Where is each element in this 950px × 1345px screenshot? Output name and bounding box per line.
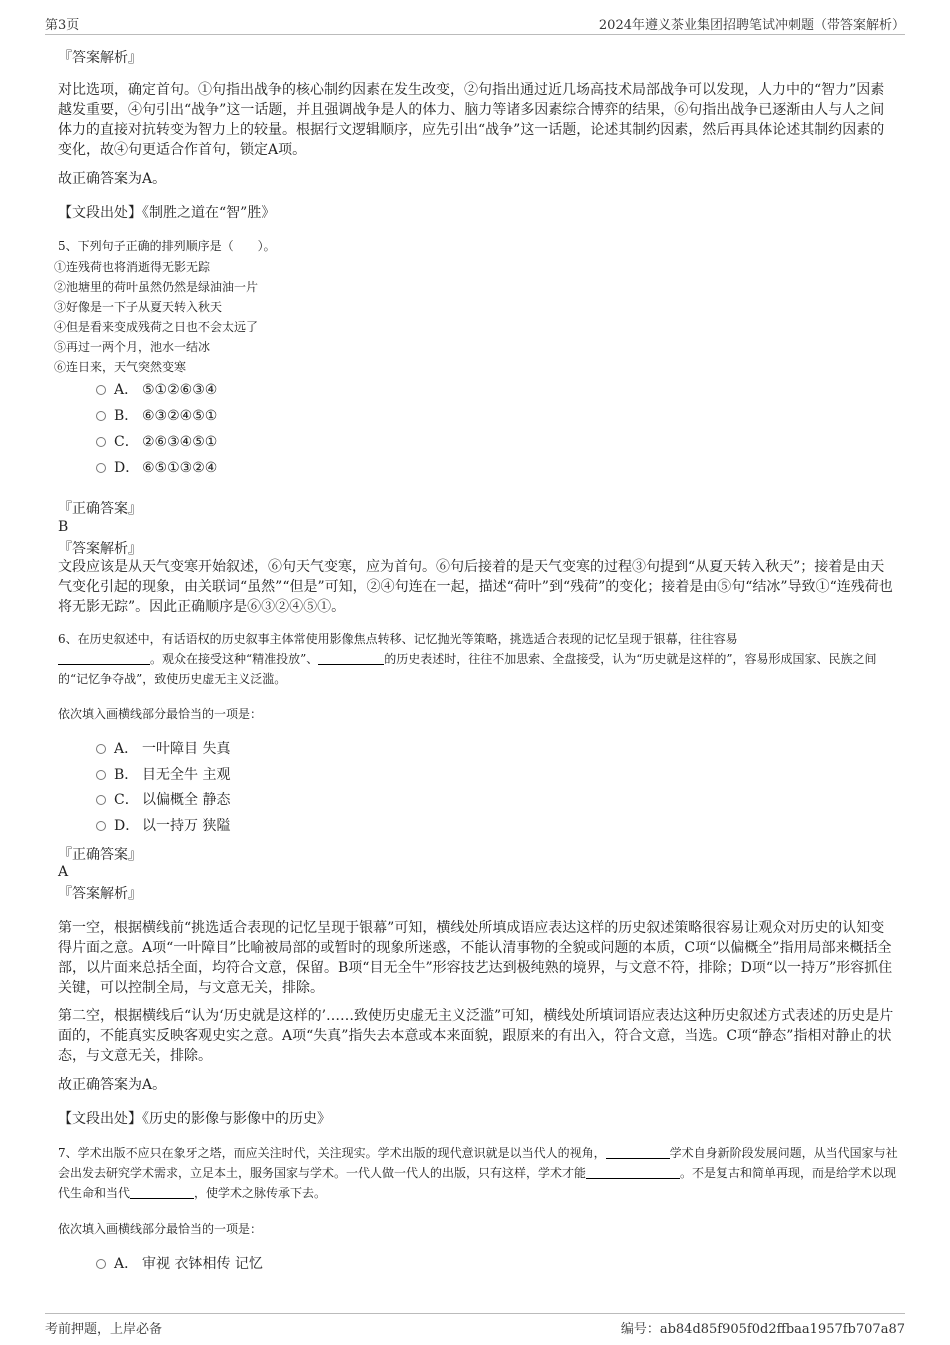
q6-analysis-para-1: 第一空，根据横线前“挑选适合表现的记忆呈现于银幕”可知，横线处所填成语应表达这样的历史叙述策略很容易让观众对历史的认知变得片面之意。A项“一叶障目”比喻被局部的或暂时的现象所迷惑，不能认清事物的全貌或问题的本质，C项“以偏概全”指用局部来概括全部，以片面来总括全面，均符合文意，保留。B项“目无全牛”形容技艺达到极纯熟的境界，与文意不符，排除；D项“以一持万”形容抓住关键，可以控制全局，与文意无关，排除。: [58, 920, 893, 996]
page-number: 第3页: [45, 18, 80, 33]
q5-option-c[interactable]: C． ②⑥③④⑤①: [96, 432, 217, 452]
radio-icon[interactable]: [96, 770, 106, 780]
q5-sentence: ③好像是一下子从夏天转入秋天: [54, 300, 223, 314]
q5-sentence: ⑤再过一两个月，池水一结冰: [54, 340, 211, 354]
page-footer: [45, 1313, 905, 1338]
q6-source: 【文段出处】《历史的影像与影像中的历史》: [58, 1111, 331, 1127]
radio-icon[interactable]: [96, 463, 106, 473]
q6-conclusion: 故正确答案为A。: [58, 1077, 167, 1093]
q6-option-a[interactable]: A． 一叶障目 失真: [96, 739, 230, 759]
q5-sentence: ④但是看来变成残荷之日也不会太远了: [54, 320, 259, 334]
fill-blank-line: [58, 650, 150, 665]
q6-answer: A: [58, 864, 69, 880]
q5-analysis-text: 文段应该是从天气变寒开始叙述，⑥句天气变寒，应为首句。⑥句后接着的是天气变寒的过程③句提到“从夏天转入秋天”；接着是由天气变化引起的现象，由关联词“虽然”“但是”可知，②④句连在一起，描述“荷叶”到“残荷”的变化；接着是由⑤句“结冰”导致①“连残荷也将无影无踪”。因此正确顺序是⑥③②④⑤①。: [58, 559, 893, 615]
fill-blank-line: [586, 1164, 680, 1179]
radio-icon[interactable]: [96, 411, 106, 421]
radio-icon[interactable]: [96, 437, 106, 447]
q4-analysis-text: 对比选项，确定首句。①句指出战争的核心制约因素在发生改变，②句指出通过近几场高技术局部战争可以发现，人力中的“智力”因素越发重要，④句引出“战争”这一话题，并且强调战争是人的体力、脑力等诸多因素综合博弈的结果，⑥句指出战争已逐渐由人与人之间体力的直接对抗转变为智力上的较量。根据行文逻辑顺序，应先引出“战争”这一话题，论述其制约因素，然后再具体论述其制约因素的变化，故④句更适合作首句，锁定A项。: [58, 82, 885, 158]
q7-stem: 7、学术出版不应只在象牙之塔，而应关注时代，关注现实。学术出版的现代意识就是以当代人的视角， 学术自身新阶段发展问题，从当代国家与社会出发去研究学术需求，立足本土，服务国家与学术。一代人做一代人的出版，只有这样，学术才能 。不是复古和简单再现，而是给学术以现代生命和当代 ，使学术之脉传承下去。: [58, 1146, 898, 1200]
page-header: [45, 12, 905, 35]
q5-sentence: ②池塘里的荷叶虽然仍然是绿油油一片: [54, 280, 259, 294]
q5-answer-label: 『正确答案』: [58, 501, 142, 517]
q7-prompt: 依次填入画横线部分最恰当的一项是：: [58, 1222, 263, 1236]
q6-option-b[interactable]: B． 目无全牛 主观: [96, 765, 230, 785]
q6-option-c[interactable]: C． 以偏概全 静态: [96, 790, 230, 810]
radio-icon[interactable]: [96, 385, 106, 395]
footer-slogan: 考前押题，上岸必备: [45, 1322, 163, 1337]
radio-icon[interactable]: [96, 795, 106, 805]
radio-icon[interactable]: [96, 821, 106, 831]
q5-sentence: ①连残荷也将消逝得无影无踪: [54, 260, 211, 274]
document-id: 编号：ab84d85f905f0d2ffbaa1957fb707a87: [620, 1322, 905, 1337]
q5-option-a[interactable]: A． ⑤①②⑥③④: [96, 380, 217, 400]
q5-option-d[interactable]: D． ⑥⑤①③②④: [96, 458, 217, 478]
q6-stem: 6、在历史叙述中，有话语权的历史叙事主体常使用影像焦点转移、记忆抛光等策略，挑选适合表现的记忆呈现于银幕，往往容易 。观众在接受这种“精准投放”、 的历史表述时，往往不加思索、全盘接受，认为“历史就是这样的”，容易形成国家、民族之间的“记忆争夺战”，致使历史虚无主义泛滥。: [58, 632, 877, 686]
q4-analysis-label: 『答案解析』: [58, 50, 142, 66]
fill-blank-line: [130, 1184, 194, 1199]
radio-icon[interactable]: [96, 744, 106, 754]
q5-analysis-label: 『答案解析』: [58, 541, 142, 557]
q4-conclusion: 故正确答案为A。: [58, 171, 167, 187]
q7-option-a[interactable]: A． 审视 衣钵相传 记忆: [96, 1254, 263, 1274]
q4-source: 【文段出处】《制胜之道在“智”胜》: [58, 205, 276, 221]
q6-prompt: 依次填入画横线部分最恰当的一项是：: [58, 707, 263, 721]
q6-answer-label: 『正确答案』: [58, 847, 142, 863]
radio-icon[interactable]: [96, 1259, 106, 1269]
q5-answer: B: [58, 519, 69, 535]
q6-option-d[interactable]: D． 以一持万 狭隘: [96, 816, 230, 836]
q6-analysis-label: 『答案解析』: [58, 886, 142, 902]
q5-sentence: ⑥连日来，天气突然变寒: [54, 360, 187, 374]
q5-option-b[interactable]: B． ⑥③②④⑤①: [96, 406, 217, 426]
document-title: 2024年遵义茶业集团招聘笔试冲刺题（带答案解析）: [598, 18, 905, 33]
fill-blank-line: [318, 650, 384, 665]
fill-blank-line: [606, 1144, 670, 1159]
q5-stem: 5、下列句子正确的排列顺序是（ ）。: [58, 239, 276, 253]
q6-analysis-para-2: 第二空，根据横线后“认为‘历史就是这样的’……致使历史虚无主义泛滥”可知，横线处所填词语应表达这种历史叙述方式表述的历史是片面的，不能真实反映客观史实之意。A项“失真”指失去本意或本来面貌，跟原来的有出入，符合文意，当选。C项“静态”指相对静止的状态，与文意无关，排除。: [58, 1008, 894, 1064]
